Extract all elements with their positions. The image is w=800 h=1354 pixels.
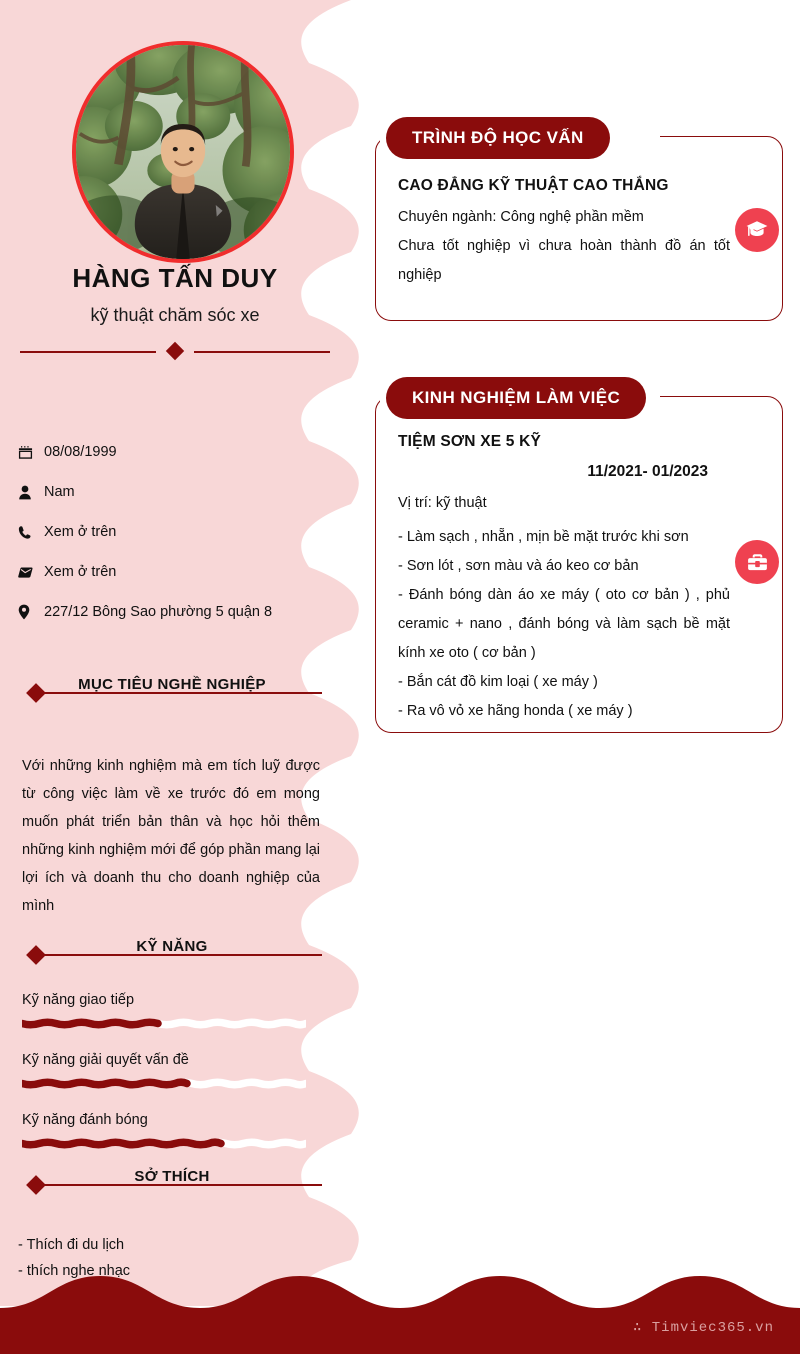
contact-value: Nam [44, 484, 75, 500]
divider-line-left [20, 351, 156, 353]
contact-list [18, 432, 338, 632]
skill-track-filled [22, 1082, 187, 1085]
contact-item-gender [18, 472, 338, 512]
name-divider [20, 342, 330, 362]
experience-bullet: - Làm sạch , nhẵn , mịn bề mặt trước khi sơn [398, 529, 689, 545]
contact-value: 227/12 Bông Sao phường 5 quận 8 [44, 604, 273, 620]
education-school: CAO ĐẲNG KỸ THUẬT CAO THẮNG [398, 177, 669, 194]
job-title: kỹ thuật chăm sóc xe [90, 305, 260, 325]
skill-track-filled [22, 1022, 158, 1025]
objective-text: Với những kinh nghiệm mà em tích luỹ được từ công việc làm về xe trước đó em mong muốn phát triển bản thân và học hỏi thêm những kinh nghiệm mới để góp phần mang lại lợi ích và doanh thu cho doanh nghiệp của mình [22, 758, 320, 914]
section-header-hobbies [22, 1168, 322, 1194]
experience-bullet: - Đánh bóng dàn áo xe máy ( oto cơ bản ) , phủ ceramic + nano , đánh bóng và làm sạch bề mặt kính xe oto ( cơ bản ) [398, 587, 730, 661]
calendar-icon [18, 445, 44, 460]
contact-value: 08/08/1999 [44, 444, 117, 460]
education-note: Chưa tốt nghiệp vì chưa hoàn thành đồ án tốt nghiệp [398, 238, 730, 283]
skill-label: Kỹ năng đánh bóng [22, 1112, 148, 1128]
skill-progress-bar [22, 1017, 306, 1030]
experience-bullet: - Bắn cát đồ kim loại ( xe máy ) [398, 674, 598, 690]
skill-item [22, 992, 322, 1030]
briefcase-icon [735, 540, 779, 584]
person-icon [18, 485, 44, 500]
skill-item [22, 1112, 322, 1150]
section-header-skills [22, 938, 322, 964]
footer-brand: ∴ Timviec365.vn [632, 1320, 774, 1336]
section-title: KỸ NĂNG [136, 938, 208, 955]
experience-company: TIỆM SƠN XE 5 KỸ [398, 433, 542, 450]
hobby-item: - Thích đi du lịch [18, 1237, 125, 1253]
contact-item-address [18, 592, 338, 632]
divider-line-right [194, 351, 330, 353]
experience-bullets [398, 523, 730, 726]
experience-body [398, 433, 730, 726]
section-header-education: TRÌNH ĐỘ HỌC VẤN [386, 117, 610, 159]
skill-progress-bar [22, 1077, 306, 1090]
skill-track-filled [22, 1142, 221, 1145]
page-title: HÀNG TẤN DUY [72, 263, 278, 293]
experience-position: Vị trí: kỹ thuật [398, 495, 487, 511]
section-header-objective [22, 676, 322, 702]
skill-progress-bar [22, 1137, 306, 1150]
experience-bullet: - Sơn lót , sơn màu và áo keo cơ bản [398, 558, 639, 574]
education-body [398, 177, 730, 290]
skill-label: Kỹ năng giải quyết vấn đề [22, 1052, 189, 1068]
experience-card [375, 396, 783, 733]
diamond-icon [166, 342, 184, 360]
avatar [72, 41, 294, 263]
hobby-item: - thích nghe nhạc [18, 1263, 131, 1279]
skill-label: Kỹ năng giao tiếp [22, 992, 135, 1008]
section-title: MỤC TIÊU NGHỀ NGHIỆP [78, 676, 266, 693]
name-block [0, 263, 350, 362]
bottom-wave-band [0, 1234, 800, 1354]
graduation-cap-icon [735, 208, 779, 252]
phone-icon [18, 525, 44, 540]
contact-item-phone [18, 512, 338, 552]
skills-list [22, 992, 322, 1172]
contact-value: Xem ở trên [44, 564, 117, 580]
contact-item-birthday [18, 432, 338, 472]
envelope-icon [18, 566, 44, 579]
education-card [375, 136, 783, 321]
section-title: SỞ THÍCH [134, 1168, 210, 1185]
location-pin-icon [18, 604, 44, 620]
skill-item [22, 1052, 322, 1090]
contact-value: Xem ở trên [44, 524, 117, 540]
section-header-experience: KINH NGHIỆM LÀM VIỆC [386, 377, 646, 419]
contact-item-email [18, 552, 338, 592]
experience-bullet: - Ra vô vỏ xe hãng honda ( xe máy ) [398, 703, 633, 719]
avatar-photo [76, 45, 290, 259]
experience-date-range: 11/2021- 01/2023 [587, 463, 708, 480]
education-major: Chuyên ngành: Công nghệ phần mềm [398, 209, 644, 225]
